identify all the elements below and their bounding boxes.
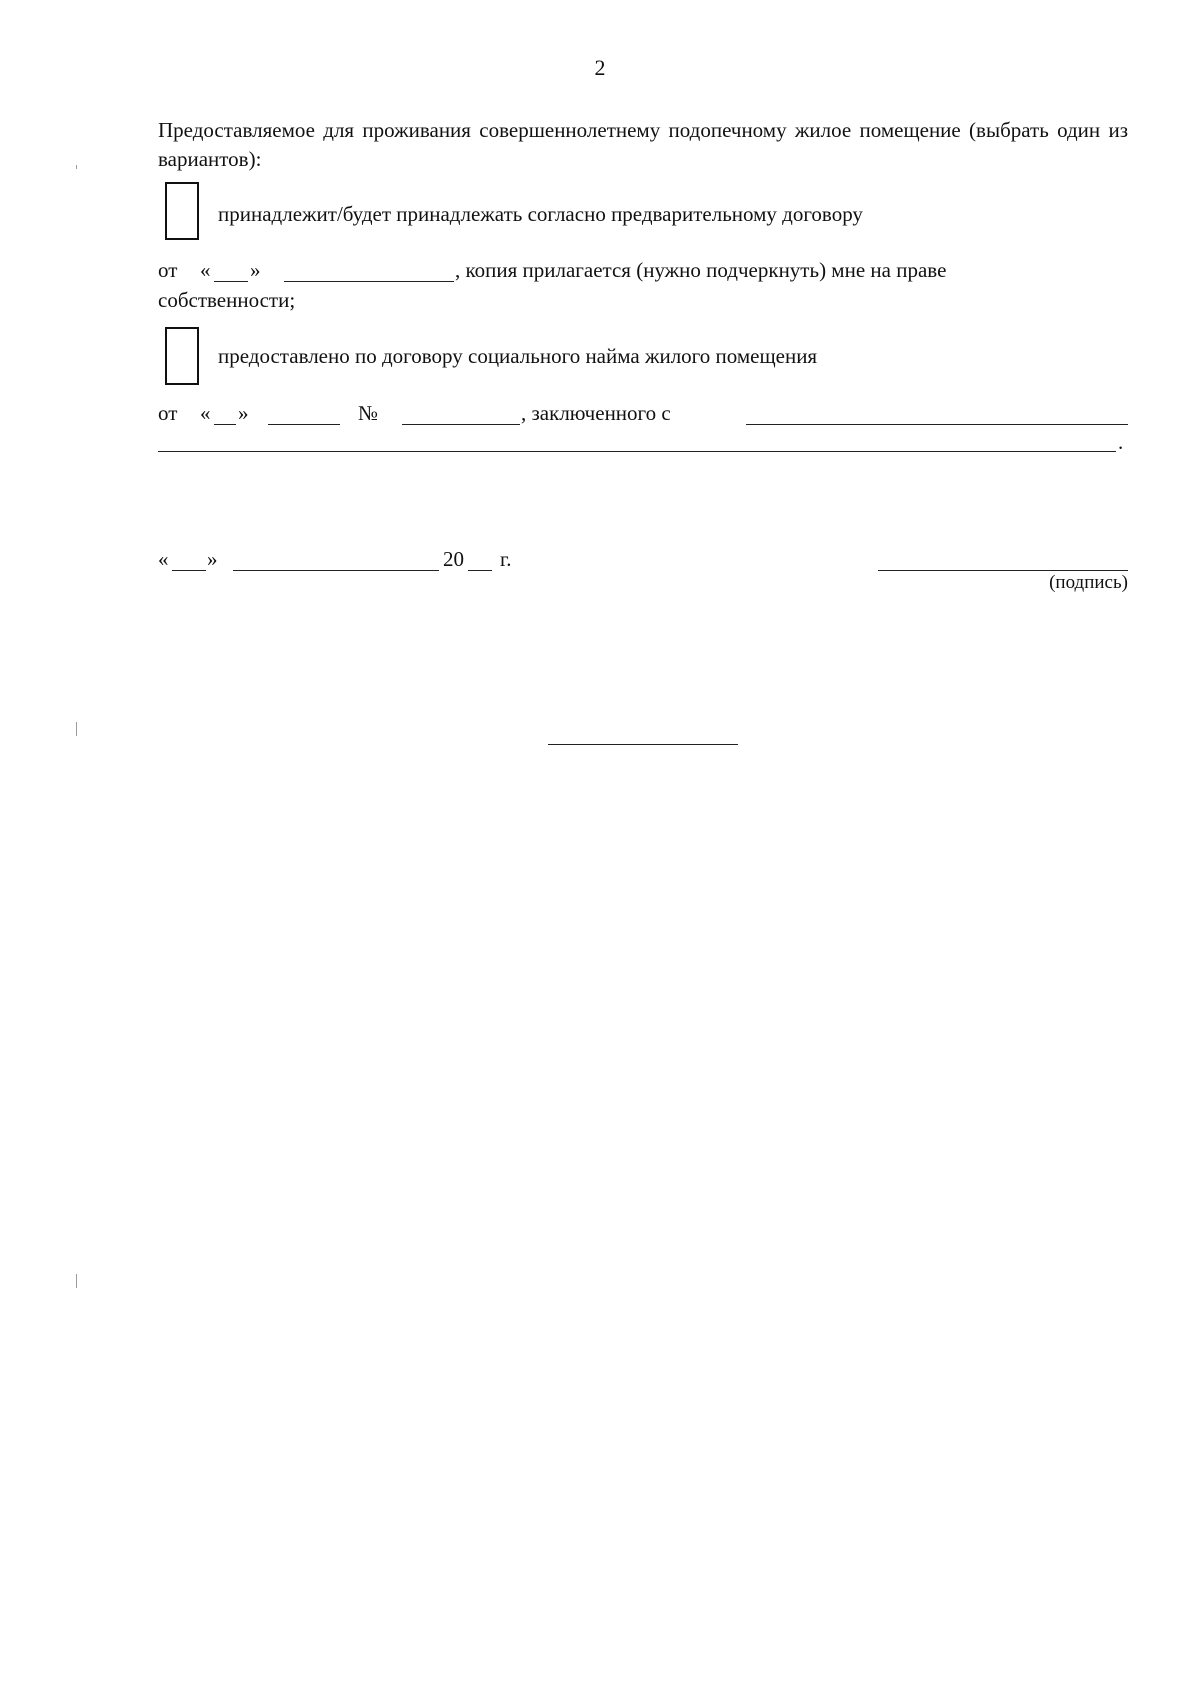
social-rent-day-open-quote: «: [200, 401, 211, 425]
social-rent-number-label: №: [358, 401, 379, 425]
signature-month-field[interactable]: [233, 570, 439, 571]
signature-year-prefix: 20: [443, 547, 464, 571]
page-number: 2: [594, 55, 606, 80]
ownership-copy-text: , копия прилагается (нужно подчеркнуть) мне на праве: [455, 258, 947, 282]
ownership-from-label: от: [158, 258, 178, 282]
social-rent-party-field-line-2[interactable]: [158, 451, 1116, 452]
ownership-option-label: принадлежит/будет принадлежать согласно предварительному договору: [218, 202, 863, 226]
social-rent-party-field[interactable]: [746, 424, 1128, 425]
signature-year-suffix: г.: [500, 547, 512, 571]
social-rent-date-field[interactable]: [268, 424, 340, 425]
ownership-option-checkbox[interactable]: [165, 182, 199, 240]
signature-day-close-quote: »: [207, 547, 218, 571]
social-rent-option-label: предоставлено по договору социального найма жилого помещения: [218, 344, 818, 368]
social-rent-concluded-label: , заключенного с: [521, 401, 671, 425]
ownership-day-open-quote: «: [200, 258, 211, 282]
margin-scan-mark: [76, 165, 77, 169]
end-separator-line: [548, 744, 738, 745]
ownership-day-close-quote: »: [250, 258, 261, 282]
ownership-continuation: собственности;: [158, 288, 296, 312]
signature-caption: (подпись): [1049, 572, 1128, 593]
social-rent-end-mark: .: [1118, 430, 1124, 454]
ownership-day-field[interactable]: [214, 281, 248, 282]
signature-field[interactable]: [878, 570, 1128, 571]
ownership-date-field[interactable]: [284, 281, 454, 282]
social-rent-number-field[interactable]: [402, 424, 520, 425]
intro-paragraph: Предоставляемое для проживания совершеннолетнему подопечному жилое помещение (выбрать один из вариантов):: [158, 118, 1128, 171]
social-rent-day-close-quote: »: [238, 401, 249, 425]
margin-scan-mark: [76, 1274, 77, 1288]
social-rent-option-checkbox[interactable]: [165, 327, 199, 385]
signature-day-open-quote: «: [158, 547, 169, 571]
signature-day-field[interactable]: [172, 570, 206, 571]
social-rent-from-label: от: [158, 401, 178, 425]
signature-year-field[interactable]: [468, 570, 492, 571]
social-rent-day-field[interactable]: [214, 424, 236, 425]
margin-scan-mark: [76, 722, 77, 736]
